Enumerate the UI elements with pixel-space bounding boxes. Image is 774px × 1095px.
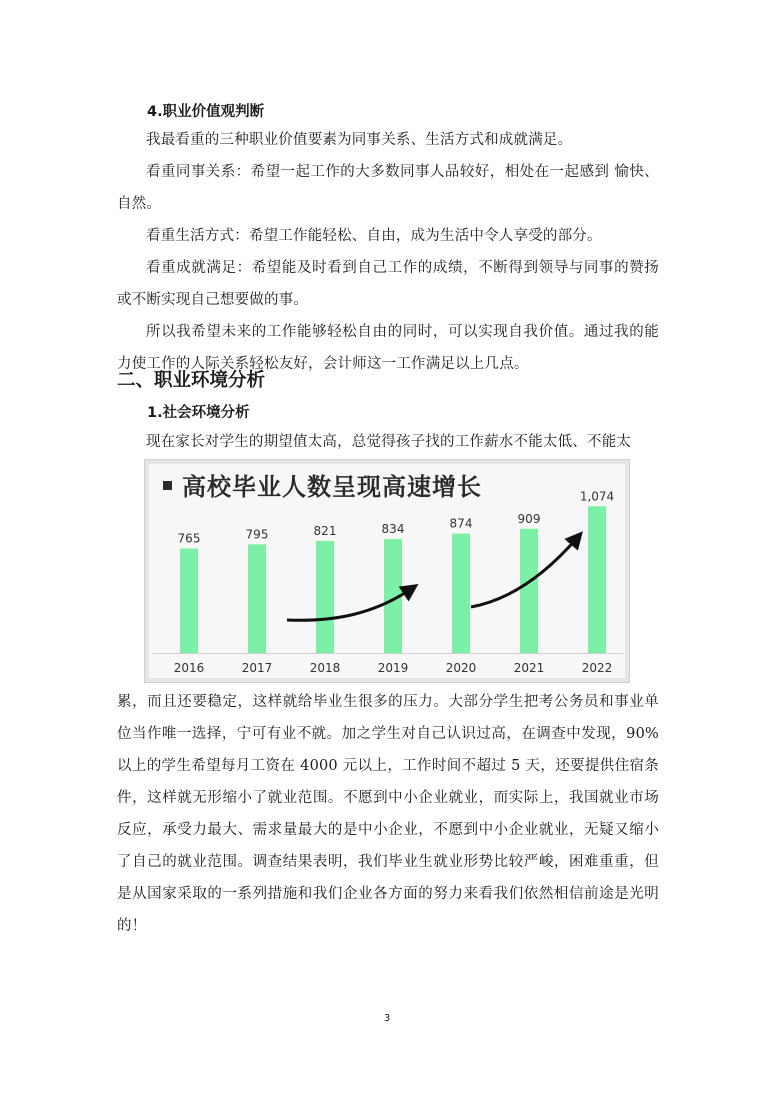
x-tick-label-2022: 2022 [581, 661, 613, 675]
section-heading-career-environment: 二、职业环境分析 [117, 370, 266, 391]
data-label-2020: 874 [449, 516, 473, 531]
bars-layer [153, 489, 623, 675]
paragraph-lifestyle: 看重生活方式：希望工作能轻松、自由，成为生活中令人享受的部分。 [146, 228, 602, 244]
chart-plot-area [149, 464, 625, 678]
data-label-2019: 834 [381, 522, 405, 537]
paragraph-social-env-continued: 累，而且还要稳定，这样就给毕业生很多的压力。大部分学生把考公务员和事业单位当作唯一选择，宁可有业不就。加之学生对自己认识过高，在调查中发现，90%以上的学生希望每月工资在 4000 元以上，工作时间不超过 5 天，还要提供住宿条件，这样就无形缩小了就业范围。不愿到中小企业就业，而实际上，我国就业市场反应，承受力最大、需求量最大的是中小企业，不愿到中小企业就业，无疑又缩小了自己的就业范围。调查结果表明，我们毕业生就业形势比较严峻，困难重重，但是从国家采取的一系列措施和我们企业各方面的努力来看我们依然相信前途是光明的！ [117, 694, 659, 934]
data-label-2018: 821 [313, 523, 337, 538]
chart-svg [149, 464, 627, 680]
x-tick-label-2020: 2020 [445, 661, 477, 675]
x-tick-label-2019: 2019 [377, 661, 409, 675]
sub-heading-social-environment: 1.社会环境分析 [147, 405, 250, 421]
paragraph-colleague-relations: 看重同事关系：希望一起工作的大多数同事人品较好，相处在一起感到 愉快、自然。 [117, 164, 659, 212]
x-tick-label-2016: 2016 [173, 661, 205, 675]
x-tick-label-2017: 2017 [241, 661, 273, 675]
x-tick-label-2018: 2018 [309, 661, 341, 675]
paragraph-values-conclusion: 所以我希望未来的工作能够轻松自由的同时，可以实现自我价值。通过我的能力使工作的人际关系轻松友好，会计师这一工作满足以上几点。 [117, 324, 659, 372]
paragraph-social-env-start: 现在家长对学生的期望值太高，总觉得孩子找的工作薪水不能太低、不能太 [146, 434, 632, 450]
bar-2017 [248, 544, 266, 653]
bar-2018 [316, 541, 334, 653]
bar-2022 [588, 506, 606, 653]
data-label-2017: 795 [245, 527, 269, 542]
section-heading-career-values: 4.职业价值观判断 [147, 104, 265, 120]
bar-2020 [452, 534, 470, 653]
graduates-bar-chart [144, 459, 630, 683]
paragraph-values-intro: 我最看重的三种职业价值要素为同事关系、生活方式和成就满足。 [146, 132, 573, 148]
paragraph-achievement: 看重成就满足：希望能及时看到自己工作的成绩，不断得到领导与同事的赞扬或不断实现自己想要做的事。 [117, 260, 659, 308]
data-label-2016: 765 [177, 531, 201, 546]
bar-2021 [520, 529, 538, 653]
x-tick-label-2021: 2021 [513, 661, 545, 675]
data-label-2022: 1,074 [579, 489, 615, 504]
bar-2016 [180, 548, 198, 653]
data-label-2021: 909 [517, 511, 541, 526]
chart-title-text: 高校毕业人数呈现高速增长 [182, 473, 482, 501]
page-number: 3 [383, 1013, 391, 1024]
